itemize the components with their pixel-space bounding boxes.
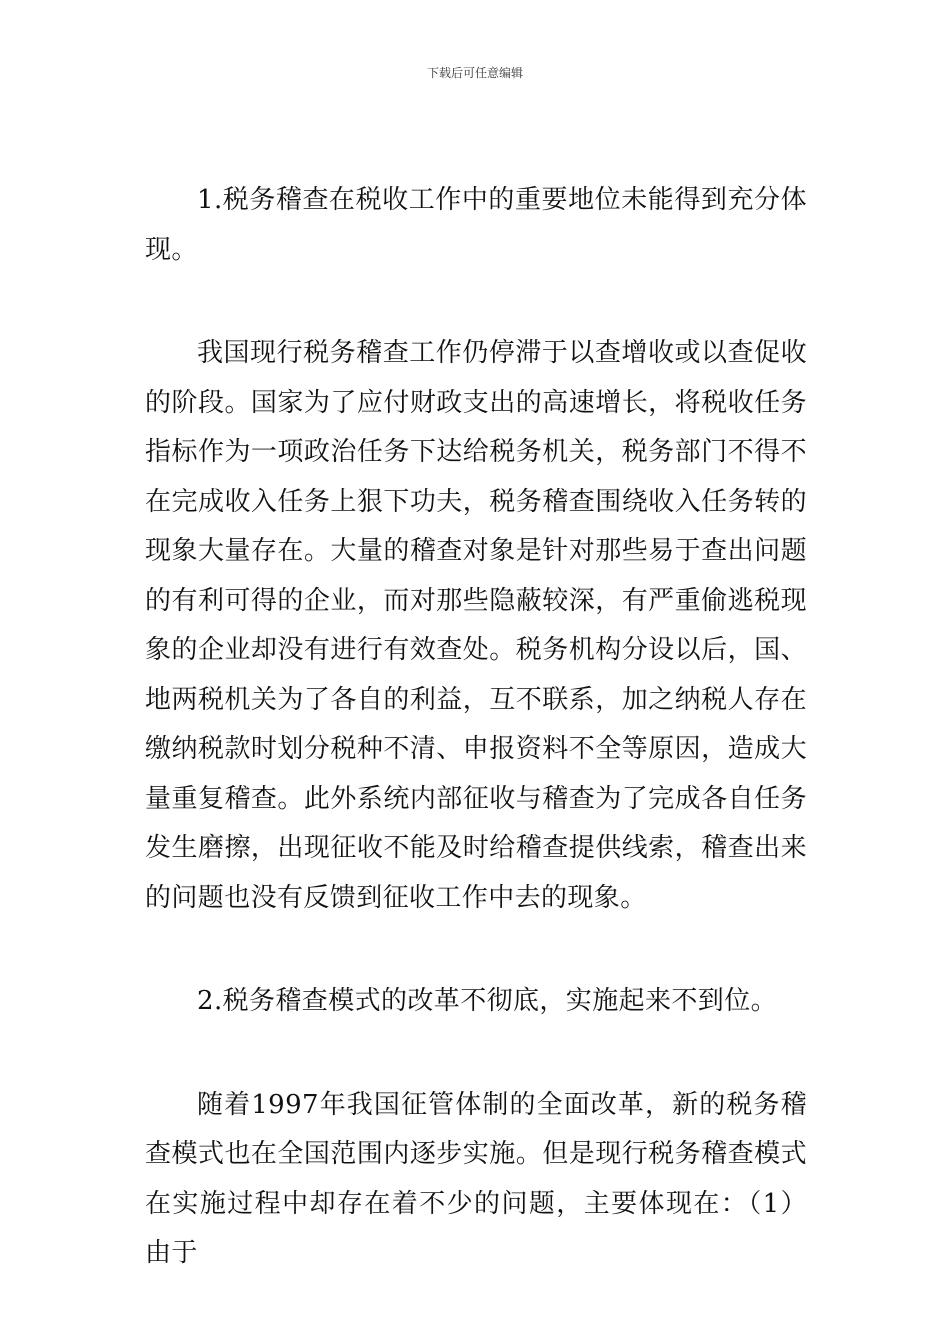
- page-header: 下载后可任意编辑: [426, 66, 523, 80]
- paragraph-gap: [145, 1027, 807, 1081]
- paragraph-gap: [145, 923, 807, 977]
- body-paragraph-1: 我国现行税务稽查工作仍停滞于以查增收或以查促收的阶段。国家为了应付财政支出的高速增长，将税收任务指标作为一项政治任务下达给税务机关，税务部门不得不在完成收入任务上狠下功夫，税务稽查围绕收入任务转的现象大量存在。大量的稽查对象是针对那些易于查出问题的有利可得的企业，而对那些隐蔽较深，有严重偷逃税现象的企业却没有进行有效查处。税务机构分设以后，国、地两税机关为了各自的利益，互不联系，加之纳税人存在缴纳税款时划分税种不清、申报资料不全等原因，造成大量重复稽查。此外系统内部征收与稽查为了完成各自任务发生磨擦，出现征收不能及时给稽查提供线索，稽查出来的问题也没有反馈到征收工作中去的现象。: [145, 338, 807, 913]
- section-heading-2: 2.税务稽查模式的改革不彻底，实施起来不到位。: [197, 986, 778, 1016]
- paragraph-gap: [145, 275, 807, 329]
- document-body: [145, 176, 807, 1279]
- section-heading-1: 1.税务稽查在税收工作中的重要地位未能得到充分体现。: [145, 185, 807, 265]
- body-paragraph-2: 随着1997年我国征管体制的全面改革，新的税务稽查模式也在全国范围内逐步实施。但是现行税务稽查模式在实施过程中却存在着不少的问题，主要体现在：（1）由于: [145, 1089, 807, 1268]
